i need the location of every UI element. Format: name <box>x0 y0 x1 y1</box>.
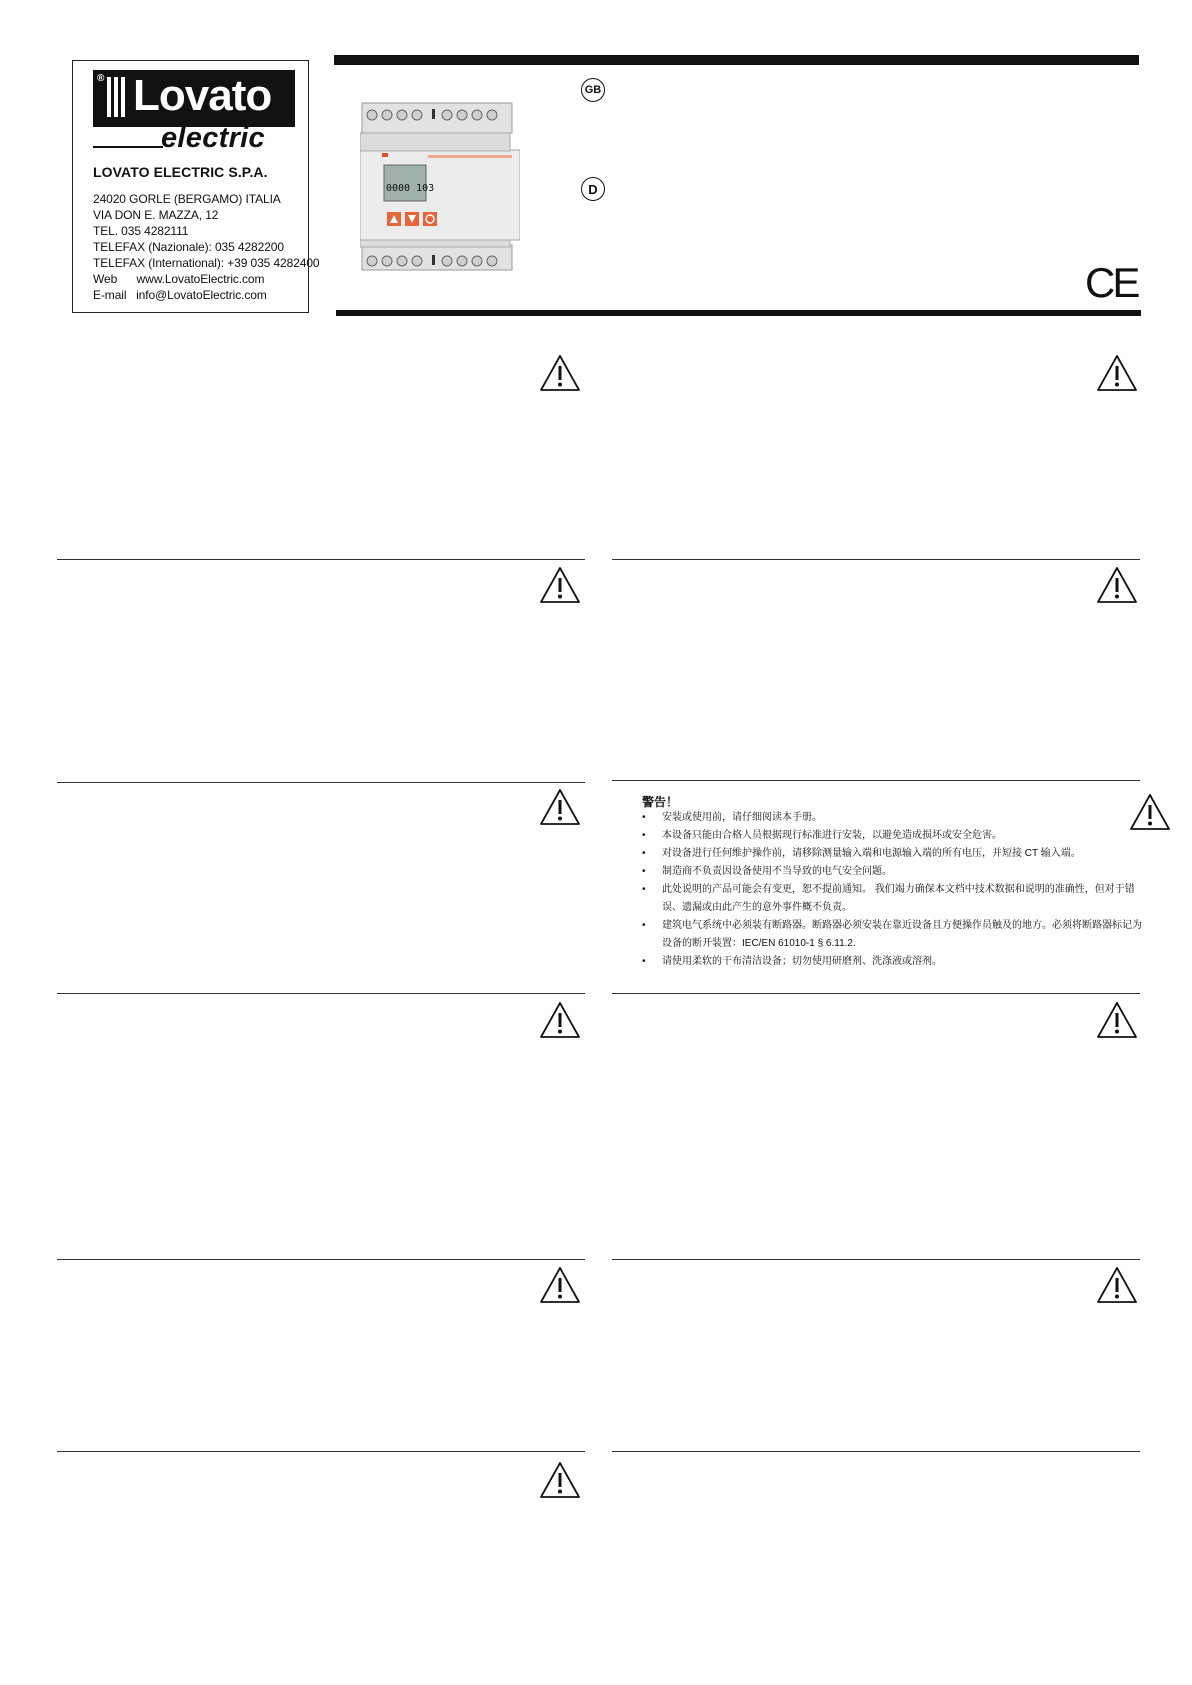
warning-triangle-icon <box>538 565 582 605</box>
section-divider <box>612 993 1140 994</box>
address-line: VIA DON E. MAZZA, 12 <box>93 208 219 222</box>
web-line: Web www.LovatoElectric.com <box>93 272 265 286</box>
section-divider <box>612 559 1140 560</box>
header-top-bar <box>334 55 1139 65</box>
list-item: • 此处说明的产品可能会有变更，恕不提前通知。 我们竭力确保本文档中技术数据和说明的准确性，但对于错误、遗漏或由此产生的意外事件概不负责。 <box>642 881 1142 917</box>
fax-international-line: TELEFAX (International): +39 035 4282400 <box>93 256 320 270</box>
energy-meter-illustration <box>360 95 520 275</box>
meter-display-value: 0000 103 <box>386 183 435 194</box>
list-item: • 安装或使用前，请仔细阅读本手册。 <box>642 809 1142 827</box>
logo-brand-text: Lovato <box>133 71 272 120</box>
list-item: • 对设备进行任何维护操作前，请移除测量输入端和电源输入端的所有电压，并短接 CT 输入端。 <box>642 845 1142 863</box>
address-line: 24020 GORLE (BERGAMO) ITALIA <box>93 192 281 206</box>
warning-triangle-icon <box>1095 1000 1139 1040</box>
section-divider <box>57 1451 585 1452</box>
section-divider <box>57 993 585 994</box>
logo-underline <box>93 146 163 148</box>
fax-national-line: TELEFAX (Nazionale): 035 4282200 <box>93 240 284 254</box>
warning-triangle-icon <box>538 353 582 393</box>
section-divider <box>612 1451 1140 1452</box>
list-item: • 本设备只能由合格人员根据现行标准进行安装，以避免造成损坏或安全危害。 <box>642 827 1142 845</box>
section-divider <box>57 782 585 783</box>
phone-line: TEL. 035 4282111 <box>93 224 189 238</box>
section-divider <box>612 780 1140 781</box>
section-divider <box>612 1259 1140 1260</box>
warning-triangle-icon <box>538 1460 582 1500</box>
email-line: E-mail info@LovatoElectric.com <box>93 288 267 302</box>
warning-triangle-icon <box>1095 1265 1139 1305</box>
company-info-box <box>72 60 320 313</box>
warning-triangle-icon <box>1095 565 1139 605</box>
lovato-logo <box>93 70 295 127</box>
language-d-label: D <box>588 181 598 197</box>
warning-triangle-icon <box>538 787 582 827</box>
ce-mark: CE <box>1085 259 1138 306</box>
registered-mark: ® <box>97 73 105 84</box>
warning-triangle-icon <box>538 1000 582 1040</box>
company-name: LOVATO ELECTRIC S.P.A. <box>93 164 268 180</box>
warning-title-cn: 警告！ <box>642 795 679 809</box>
list-item: • 制造商不负责因设备使用不当导致的电气安全问题。 <box>642 863 1142 881</box>
logo-sub-text: electric <box>161 122 265 154</box>
warning-triangle-icon <box>1095 353 1139 393</box>
language-gb-label: GB <box>584 84 602 96</box>
language-gb-icon <box>581 78 605 102</box>
warning-triangle-icon <box>538 1265 582 1305</box>
section-divider <box>57 1259 585 1260</box>
list-item: • 请使用柔软的干布清洁设备；切勿使用研磨剂、洗涤液或溶剂。 <box>642 953 1142 971</box>
list-item: • 建筑电气系统中必须装有断路器。断路器必须安装在靠近设备且方便操作员触及的地方。必须将断路器标记为设备的断开装置：IEC/EN 61010-1 § 6.11.2. <box>642 917 1142 953</box>
header-bottom-bar <box>336 310 1141 316</box>
section-divider <box>57 559 585 560</box>
logo-bars-icon <box>107 77 128 122</box>
language-d-icon <box>581 177 605 201</box>
warning-list-cn <box>642 809 1142 971</box>
